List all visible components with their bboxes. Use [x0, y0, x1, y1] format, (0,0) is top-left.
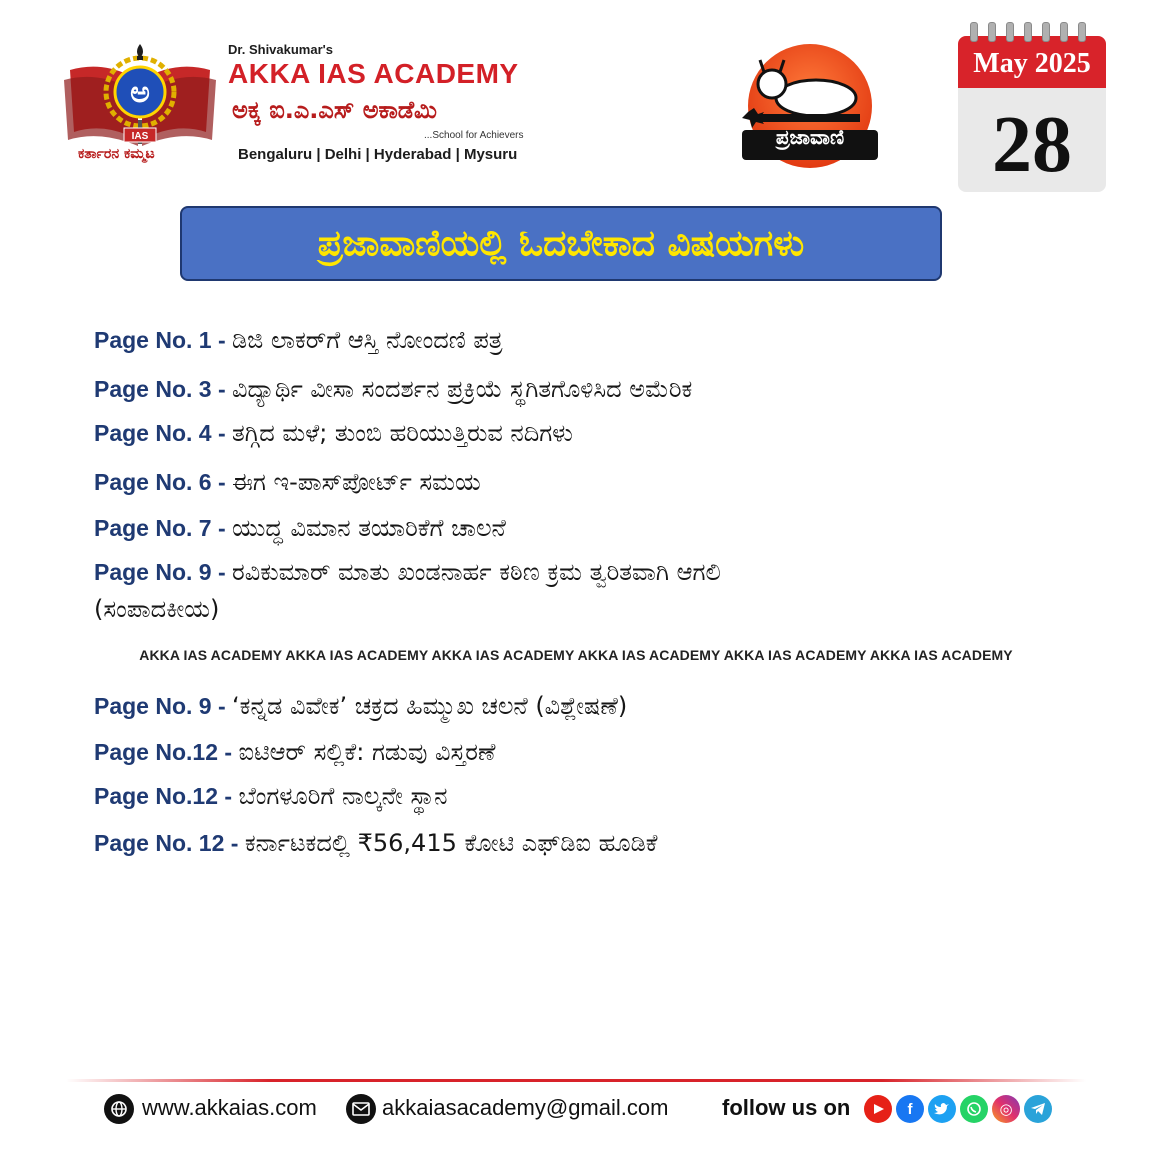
headline-text: ಡಿಜಿ ಲಾಕರ್‌ಗೆ ಆಸ್ತಿ ನೋಂದಣಿ ಪತ್ರ — [232, 326, 503, 354]
headline-text: ‘ಕನ್ನಡ ವಿವೇಕ’ ಚಕ್ರದ ಹಿಮ್ಮುಖ ಚಲನೆ (ವಿಶ್ಲೇಷಣೆ) — [232, 692, 628, 720]
page-title-text: ಪ್ರಜಾವಾಣಿಯಲ್ಲಿ ಓದಬೇಕಾದ ವಿಷಯಗಳು — [317, 222, 805, 264]
headline-continuation: (ಸಂಪಾದಕೀಯ) — [94, 595, 220, 623]
logo-ias-label: IAS — [131, 131, 149, 142]
brand-cities: Bengaluru | Delhi | Hyderabad | Mysuru — [238, 146, 518, 163]
brand-title: AKKA IAS ACADEMY — [228, 58, 519, 89]
headline-text: ತಗ್ಗಿದ ಮಳೆ; ತುಂಬಿ ಹರಿಯುತ್ತಿರುವ ನದಿಗಳು — [232, 419, 573, 447]
calendar-day: 28 — [992, 101, 1072, 189]
calendar-ring-icon — [988, 22, 996, 42]
headline-text: ಐಟಿಆರ್ ಸಲ್ಲಿಕೆ: ಗಡುವು ವಿಸ್ತರಣೆ — [238, 738, 496, 766]
footer-divider — [66, 1079, 1086, 1082]
telegram-icon[interactable] — [1024, 1095, 1052, 1123]
list-item — [94, 737, 495, 767]
calendar-ring-icon — [1006, 22, 1014, 42]
list-item — [94, 513, 506, 543]
instagram-icon[interactable]: ◎ — [992, 1095, 1020, 1123]
calendar-ring-icon — [1078, 22, 1086, 42]
youtube-icon[interactable] — [864, 1095, 892, 1123]
prajavani-name: ಪ್ರಜಾವಾಣಿ — [775, 125, 845, 149]
calendar-month: May 2025 — [973, 48, 1091, 79]
list-item — [94, 325, 502, 355]
page-number-label: Page No. 7 - — [94, 515, 233, 541]
calendar-ring-icon — [1024, 22, 1032, 42]
email-link[interactable]: akkaiasacademy@gmail.com — [382, 1095, 669, 1120]
headline-text: ಬೆಂಗಳೂರಿಗೆ ನಾಲ್ಕನೇ ಸ್ಥಾನ — [238, 782, 448, 810]
page-title — [180, 206, 942, 281]
mail-icon — [346, 1094, 376, 1124]
headline-text: ವಿದ್ಯಾರ್ಥಿ ವೀಸಾ ಸಂದರ್ಶನ ಪ್ರಕ್ರಿಯೆ ಸ್ಥಗಿತಗೊಳಿಸಿದ ಅಮೆರಿಕ — [232, 375, 693, 403]
list-item — [94, 557, 721, 587]
page-number-label: Page No. 4 - — [94, 420, 233, 446]
calendar-ring-icon — [1042, 22, 1050, 42]
logo-caption: ಕರ್ತಾರನ ಕಮ್ಮಟ — [78, 146, 155, 162]
globe-icon — [104, 1094, 134, 1124]
list-item — [94, 828, 657, 858]
list-item — [94, 781, 447, 811]
page-number-label: Page No. 9 - — [94, 693, 233, 719]
logo-letter: ಅ — [130, 75, 150, 110]
calendar-ring-icon — [1060, 22, 1068, 42]
list-item — [94, 374, 692, 404]
calendar-ring-icon — [970, 22, 978, 42]
watermark-divider: AKKA IAS ACADEMY AKKA IAS ACADEMY AKKA IAS ACADEMY AKKA IAS ACADEMY AKKA IAS ACADEMY AKKA IAS ACADEMY — [139, 647, 1013, 663]
twitter-icon[interactable] — [928, 1095, 956, 1123]
page-number-label: Page No. 12 - — [94, 830, 245, 856]
headline-text: ಈಗ ಇ-ಪಾಸ್‌ಪೋರ್ಟ್ ಸಮಯ — [232, 468, 481, 496]
list-item — [94, 467, 481, 497]
list-item — [94, 691, 627, 721]
brand-tagline: ...School for Achievers — [424, 130, 524, 141]
prajavani-logo — [730, 40, 890, 176]
headline-text: ಕರ್ನಾಟಕದಲ್ಲಿ ₹56,415 ಕೋಟಿ ಎಫ್‌ಡಿಐ ಹೂಡಿಕೆ — [244, 829, 658, 857]
page-number-label: Page No. 6 - — [94, 469, 233, 495]
website-link[interactable]: www.akkaias.com — [142, 1095, 317, 1120]
list-item — [94, 418, 573, 448]
brand-title-kannada: ಅಕ್ಕ ಐ.ಎ.ಎಸ್ ಅಕಾಡೆಮಿ — [232, 96, 437, 124]
page-number-label: Page No.12 - — [94, 783, 239, 809]
headline-text: ರವಿಕುಮಾರ್ ಮಾತು ಖಂಡನಾರ್ಹ ಕಠಿಣ ಕ್ರಮ ತ್ವರಿತವಾಗಿ ಆಗಲಿ — [232, 558, 721, 586]
follow-label: follow us on — [722, 1095, 851, 1120]
brand-founder: Dr. Shivakumar's — [228, 42, 333, 57]
page-number-label: Page No. 3 - — [94, 376, 233, 402]
page-number-label: Page No.12 - — [94, 739, 239, 765]
headline-text: ಯುದ್ಧ ವಿಮಾನ ತಯಾರಿಕೆಗೆ ಚಾಲನೆ — [232, 514, 506, 542]
facebook-icon[interactable]: f — [896, 1095, 924, 1123]
page-number-label: Page No. 9 - — [94, 559, 233, 585]
page-number-label: Page No. 1 - — [94, 327, 233, 353]
whatsapp-icon[interactable] — [960, 1095, 988, 1123]
